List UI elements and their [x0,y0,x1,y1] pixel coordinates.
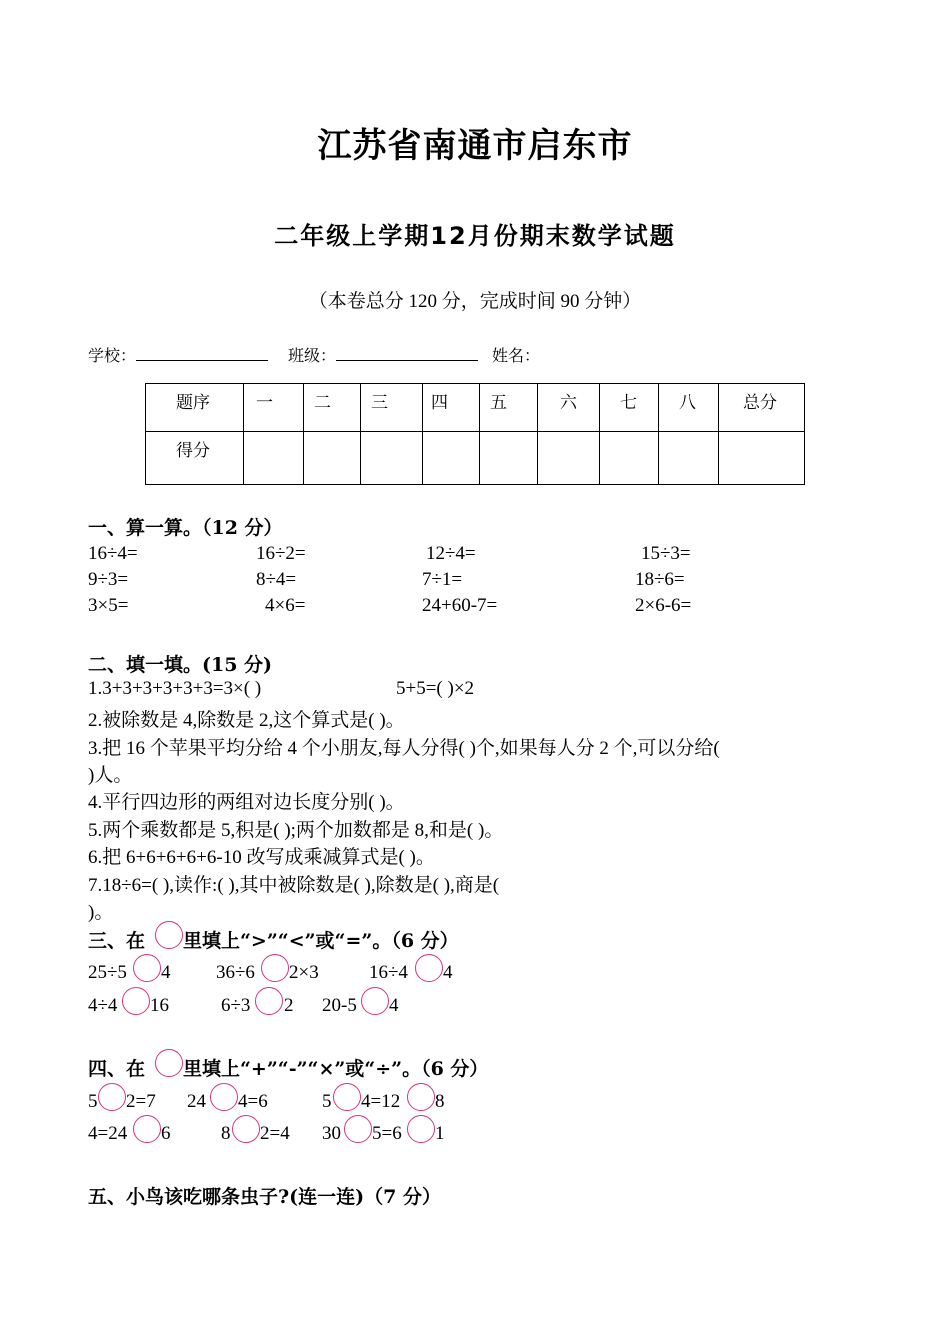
header-cell: 三 [361,384,423,432]
operator-part: 8 [435,1091,445,1112]
school-label: 学校： [88,348,137,365]
info-line [88,343,540,366]
fill-q7b: )。 [88,902,114,923]
score-cell[interactable] [659,432,719,485]
section2-heading: 二、填一填。(15 分) [88,654,273,676]
score-cell[interactable] [304,432,361,485]
compare-left: 20-5 [322,995,357,1016]
header-cell: 七 [600,384,659,432]
operator-part: 30 [322,1123,341,1144]
section4-heading-b: 里填上“+”“-”“×”或“÷”。（6 分） [183,1058,489,1080]
fill-q3b: )人。 [88,765,133,786]
compare-right: 2×3 [289,962,319,983]
score-table-header [146,384,805,432]
answer-circle[interactable] [333,1083,361,1111]
header-cell: 总分 [719,384,805,432]
calc-item: 7÷1= [422,569,463,590]
compare-left: 16÷4 [369,962,408,983]
doc-subtitle: 二年级上学期12月份期末数学试题 [274,222,676,250]
compare-circle-icon [155,921,183,949]
calc-item: 3×5= [88,595,129,616]
name-label: 姓名： [492,348,541,365]
answer-circle[interactable] [122,987,150,1015]
operator-part: 5 [88,1091,98,1112]
operator-part: 5 [322,1091,332,1112]
answer-circle[interactable] [344,1115,372,1143]
answer-circle[interactable] [407,1083,435,1111]
header-cell: 五 [480,384,538,432]
compare-right: 2 [284,995,294,1016]
doc-title: 江苏省南通市启东市 [317,126,633,166]
operator-part: 4=24 [88,1123,128,1144]
compare-left: 6÷3 [221,995,251,1016]
compare-right: 4 [161,962,171,983]
score-cell[interactable] [480,432,538,485]
section1-heading: 一、算一算。（12 分） [88,517,283,539]
operator-part: 1 [435,1123,445,1144]
operator-part: 8 [221,1123,231,1144]
calc-item: 24+60-7= [422,595,498,616]
compare-left: 4÷4 [88,995,118,1016]
calc-item: 16÷2= [256,543,306,564]
compare-right: 16 [150,995,169,1016]
calc-item: 8÷4= [256,569,297,590]
class-blank[interactable] [336,346,478,361]
fill-q7a: 7.18÷6=( ),读作:( ),其中被除数是( ),除数是( ),商是( [88,875,500,896]
section5-heading: 五、小鸟该吃哪条虫子?(连一连)（7 分） [88,1186,441,1208]
score-cell[interactable] [423,432,480,485]
score-cell[interactable] [361,432,423,485]
operator-part: 24 [187,1091,206,1112]
calc-item: 16÷4= [88,543,138,564]
score-cell[interactable] [600,432,659,485]
operator-part: 6 [161,1123,171,1144]
class-label: 班级： [288,348,337,365]
section3-heading-b: 里填上“>”“<”或“=”。（6 分） [183,930,459,952]
answer-circle[interactable] [255,987,283,1015]
fill-q1a: 1.3+3+3+3+3+3=3×( ) [88,678,262,699]
answer-circle[interactable] [415,954,443,982]
fill-q6: 6.把 6+6+6+6+6-10 改写成乘减算式是( )。 [88,847,435,868]
score-cell[interactable] [244,432,304,485]
operator-circle-icon [155,1049,183,1077]
compare-right: 4 [389,995,399,1016]
row-label-cell: 得分 [146,432,244,485]
operator-part: 4=6 [238,1091,268,1112]
fill-q2: 2.被除数是 4,除数是 2,这个算式是( )。 [88,710,405,731]
calc-item: 4×6= [265,595,306,616]
operator-part: 2=4 [260,1123,290,1144]
answer-circle[interactable] [98,1083,126,1111]
fill-q1b: 5+5=( )×2 [396,678,475,699]
answer-circle[interactable] [261,954,289,982]
operator-part: 5=6 [372,1123,402,1144]
compare-right: 4 [443,962,453,983]
section4-heading-a: 四、在 [88,1058,146,1080]
answer-circle[interactable] [210,1083,238,1111]
header-cell: 题序 [146,384,244,432]
calc-item: 12÷4= [426,543,476,564]
answer-circle[interactable] [407,1115,435,1143]
header-cell: 六 [538,384,600,432]
answer-circle[interactable] [133,954,161,982]
compare-left: 36÷6 [216,962,255,983]
fill-q5: 5.两个乘数都是 5,积是( );两个加数都是 8,和是( )。 [88,820,504,841]
calc-item: 2×6-6= [635,595,692,616]
header-cell: 二 [304,384,361,432]
calc-item: 18÷6= [635,569,685,590]
answer-circle[interactable] [232,1115,260,1143]
calc-item: 9÷3= [88,569,129,590]
fill-q3a: 3.把 16 个苹果平均分给 4 个小朋友,每人分得( )个,如果每人分 2 个,可以分给( [88,738,720,759]
header-cell: 四 [423,384,480,432]
score-cell[interactable] [719,432,805,485]
score-table [145,383,805,485]
header-cell: 八 [659,384,719,432]
answer-circle[interactable] [361,987,389,1015]
calc-item: 15÷3= [641,543,691,564]
header-cell: 一 [244,384,304,432]
exam-note: （本卷总分 120 分，完成时间 90 分钟） [308,291,642,312]
answer-circle[interactable] [133,1115,161,1143]
section3-heading-a: 三、在 [88,930,146,952]
score-cell[interactable] [538,432,600,485]
compare-left: 25÷5 [88,962,127,983]
operator-part: 4=12 [361,1091,401,1112]
school-blank[interactable] [136,346,268,361]
fill-q4: 4.平行四边形的两组对边长度分别( )。 [88,792,405,813]
operator-part: 2=7 [126,1091,156,1112]
score-table-row [146,432,805,485]
